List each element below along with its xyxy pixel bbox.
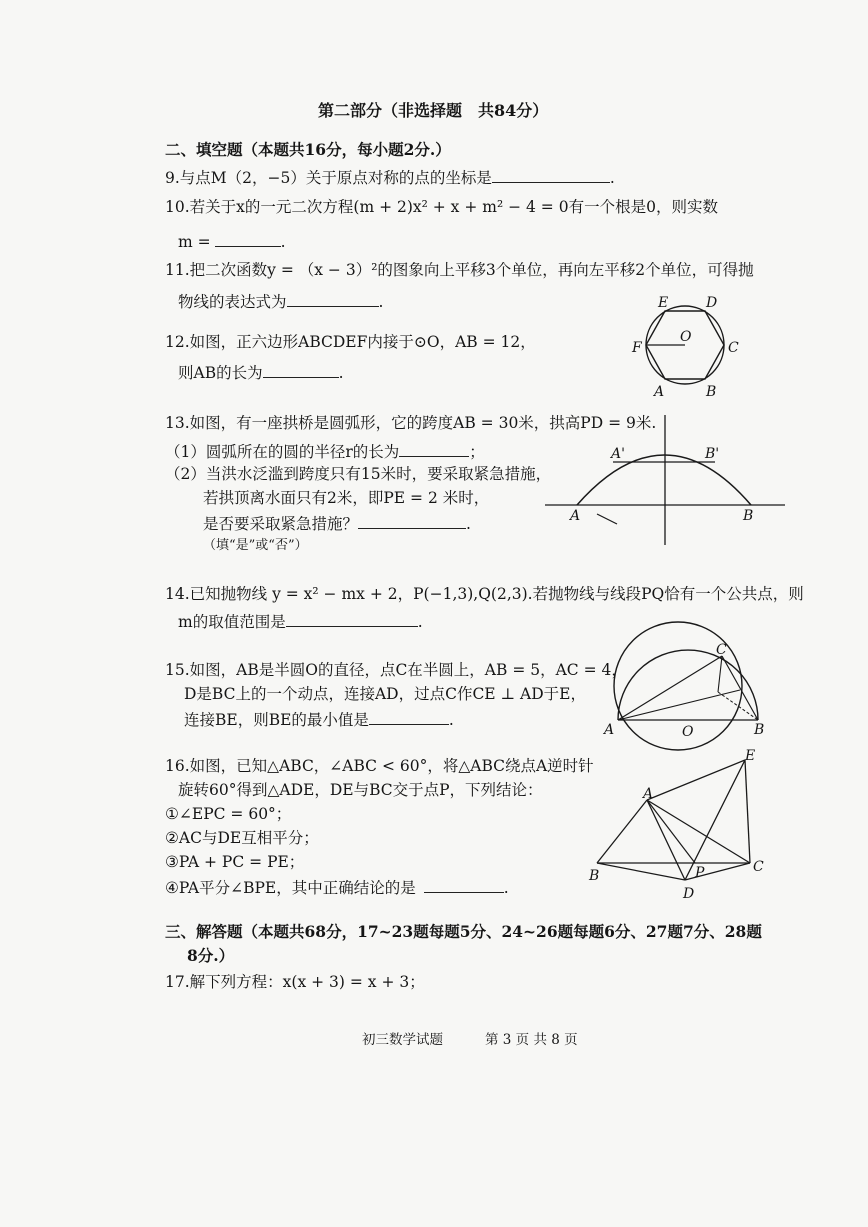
question-10-line2: m = .	[178, 230, 286, 252]
section-three-title-line1: 三、解答题（本题共68分，17~23题每题5分、24~26题每题6分、27题7分、28题	[165, 922, 762, 941]
question-13-sub1-text: （1）圆弧所在的圆的半径r的长为	[165, 443, 400, 461]
semi-label-o: O	[682, 724, 694, 740]
question-11-line1: 11.把二次函数y = （x − 3）²的图象向上平移3个单位，再向左平移2个单位，可得抛	[165, 261, 754, 279]
question-13-hint: （填“是”或“否”）	[203, 538, 308, 553]
question-12-line2: 则AB的长为 .	[178, 361, 344, 383]
answer-blank-13-2[interactable]	[358, 512, 466, 529]
rot-label-p: P	[695, 865, 705, 881]
footer-page-number: 第 3 页 共 8 页	[485, 1032, 578, 1048]
question-17: 17.解下列方程：x(x + 3) = x + 3；	[165, 973, 425, 991]
answer-blank-15[interactable]	[369, 708, 449, 725]
rot-label-d: D	[683, 886, 695, 902]
question-16-option-4-text: ④PA平分∠BPE，其中正确结论的是	[165, 879, 416, 897]
question-9: 9.与点M（2，−5）关于原点对称的点的坐标是 .	[165, 166, 615, 188]
answer-blank-14[interactable]	[286, 610, 418, 627]
answer-blank-16[interactable]	[424, 876, 504, 893]
semicircle-figure	[600, 620, 770, 760]
question-16-option-3: ③PA + PC = PE；	[165, 853, 305, 871]
question-10-line1: 10.若关于x的一元二次方程(m + 2)x² + x + m² − 4 = 0有一个根是0，则实数	[165, 198, 718, 216]
semi-label-c: C	[716, 642, 727, 658]
question-13-sub1: （1）圆弧所在的圆的半径r的长为 ；	[165, 440, 485, 462]
question-16-option-4: ④PA平分∠BPE，其中正确结论的是 .	[165, 876, 509, 898]
question-16-line2: 旋转60°得到△ADE，DE与BC交于点P，下列结论：	[178, 781, 543, 799]
hex-label-o: O	[680, 329, 692, 345]
section-two-title: 二、填空题（本题共16分，每小题2分.）	[165, 140, 451, 159]
question-15-line2: D是BC上的一个动点，连接AD，过点C作CE ⊥ AD于E，	[184, 685, 586, 703]
answer-blank-12[interactable]	[263, 361, 339, 378]
rot-label-b: B	[589, 868, 600, 884]
hex-label-a: A	[654, 384, 665, 400]
hex-label-b: B	[706, 384, 717, 400]
hex-label-f: F	[632, 340, 642, 356]
bridge-figure	[545, 410, 785, 550]
hex-label-c: C	[728, 340, 739, 356]
answer-blank-13-1[interactable]	[399, 440, 469, 457]
semi-label-a: A	[604, 722, 615, 738]
question-14-prefix: m的取值范围是	[178, 613, 286, 631]
question-10-prefix: m =	[178, 233, 211, 251]
question-14-line2: m的取值范围是 .	[178, 610, 423, 632]
question-14-line1: 14.已知抛物线 y = x² − mx + 2，P(−1,3),Q(2,3).若抛物线与线段PQ恰有一个公共点，则	[165, 585, 804, 603]
question-12-prefix: 则AB的长为	[178, 364, 263, 382]
question-11-line2: 物线的表达式为 .	[178, 290, 383, 312]
question-15-prefix: 连接BE，则BE的最小值是	[184, 711, 369, 729]
question-12-line1: 12.如图，正六边形ABCDEF内接于⊙O，AB = 12，	[165, 333, 536, 351]
question-16-option-2: ②AC与DE互相平分；	[165, 829, 319, 847]
hex-label-d: D	[706, 295, 718, 311]
hex-label-e: E	[658, 295, 669, 311]
rot-label-e: E	[745, 748, 756, 764]
section-three-title-line2: 8分.）	[187, 946, 235, 965]
bridge-label-a-prime: A'	[611, 446, 625, 462]
semi-label-b: B	[754, 722, 765, 738]
question-16-line1: 16.如图，已知△ABC，∠ABC < 60°，将△ABC绕点A逆时针	[165, 757, 594, 775]
bridge-label-a: A	[570, 508, 581, 524]
question-11-prefix: 物线的表达式为	[178, 293, 287, 311]
question-13-sub2-line2: 若拱顶离水面只有2米，即PE = 2 米时，	[203, 489, 490, 507]
question-9-text: 9.与点M（2，−5）关于原点对称的点的坐标是	[165, 169, 492, 187]
bridge-label-b: B	[743, 508, 754, 524]
rotation-figure	[585, 748, 770, 902]
answer-blank-9[interactable]	[492, 166, 610, 183]
question-13-sub2-text: 是否要采取紧急措施？	[203, 515, 359, 533]
question-13-sub2-line3: 是否要采取紧急措施？ .	[203, 512, 471, 534]
footer-subject: 初三数学试题	[362, 1032, 443, 1048]
question-15-line1: 15.如图，AB是半圆O的直径，点C在半圆上，AB = 5，AC = 4，	[165, 661, 627, 679]
hexagon-figure	[630, 290, 740, 405]
question-15-line3: 连接BE，则BE的最小值是 .	[184, 708, 454, 730]
question-13-line1: 13.如图，有一座拱桥是圆弧形，它的跨度AB = 30米，拱高PD = 9米.	[165, 414, 657, 432]
question-16-option-1: ①∠EPC = 60°；	[165, 805, 292, 823]
rot-label-a: A	[643, 786, 654, 802]
part-title: 第二部分（非选择题 共84分）	[318, 101, 549, 120]
answer-blank-11[interactable]	[287, 290, 379, 307]
question-13-sub2-line1: （2）当洪水泛滥到跨度只有15米时，要采取紧急措施，	[165, 465, 552, 483]
bridge-label-b-prime: B'	[705, 446, 720, 462]
rot-label-c: C	[753, 859, 764, 875]
answer-blank-10[interactable]	[215, 230, 281, 247]
